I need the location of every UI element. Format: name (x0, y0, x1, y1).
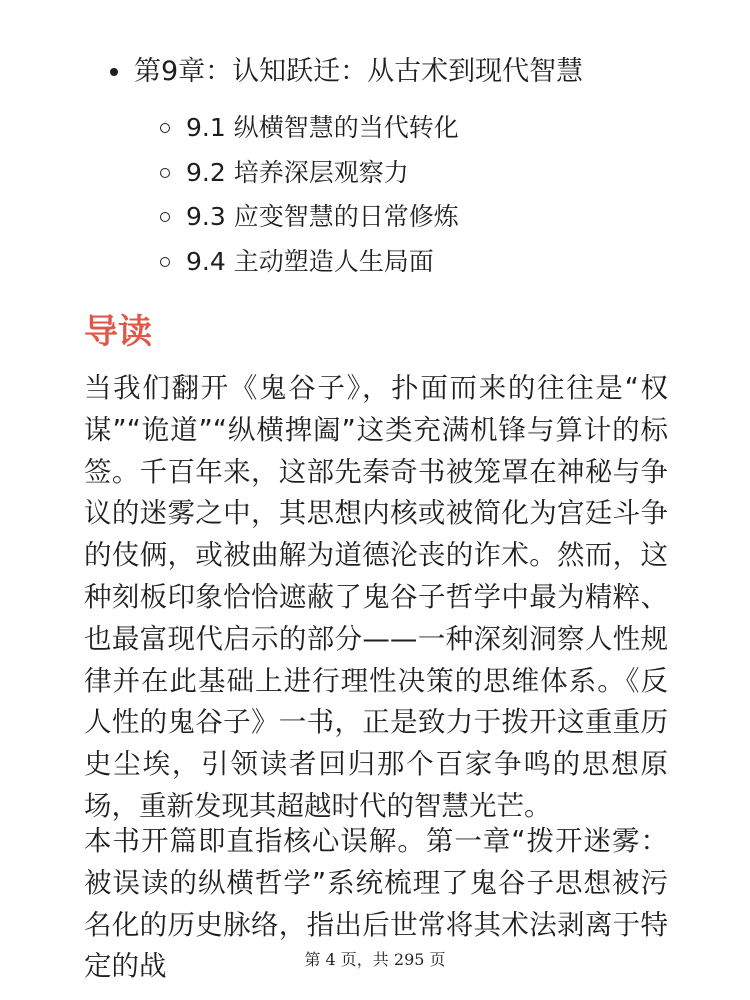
section-item (160, 195, 459, 240)
hollow-bullet-icon (160, 212, 170, 222)
hollow-bullet-icon (160, 123, 170, 133)
bullet-icon (110, 68, 118, 76)
section-label: 9.1 纵横智慧的当代转化 (186, 113, 459, 142)
section-item (160, 106, 459, 151)
hollow-bullet-icon (160, 257, 170, 267)
section-item (160, 151, 459, 196)
section-item (160, 240, 459, 285)
intro-paragraph: 本书开篇即直指核心误解。第一章“拨开迷雾：被误读的纵横哲学”系统梳理了鬼谷子思想被污名化的历史脉络，指出后世常将其术法剥离于特定的战 (84, 825, 668, 983)
page-number-footer: 第 4 页，共 295 页 (304, 950, 446, 969)
section-heading: 导读 (84, 312, 152, 352)
section-label: 9.3 应变智慧的日常修炼 (186, 202, 459, 231)
hollow-bullet-icon (160, 168, 170, 178)
intro-paragraph: 当我们翻开《鬼谷子》，扑面而来的往往是“权谋”“诡道”“纵横捭阖”这类充满机锋与算计的标签。千百年来，这部先秦奇书被笼罩在神秘与争议的迷雾之中，其思想内核或被简化为宫廷斗争的伎俩，或被曲解为道德沦丧的诈术。然而，这种刻板印象恰恰遮蔽了鬼谷子哲学中最为精粹、也最富现代启示的部分——一种深刻洞察人性规律并在此基础上进行理性决策的思维体系。《反人性的鬼谷子》一书，正是致力于拨开这重重历史尘埃，引领读者回归那个百家争鸣的思想原场，重新发现其超越时代的智慧光芒。 (84, 372, 668, 822)
section-label: 9.4 主动塑造人生局面 (186, 246, 434, 276)
chapter-outline-item (110, 52, 583, 92)
section-list (160, 106, 459, 284)
chapter-title: 第9章：认知跃迁：从古术到现代智慧 (134, 56, 584, 87)
section-label: 9.2 培养深层观察力 (186, 157, 409, 187)
